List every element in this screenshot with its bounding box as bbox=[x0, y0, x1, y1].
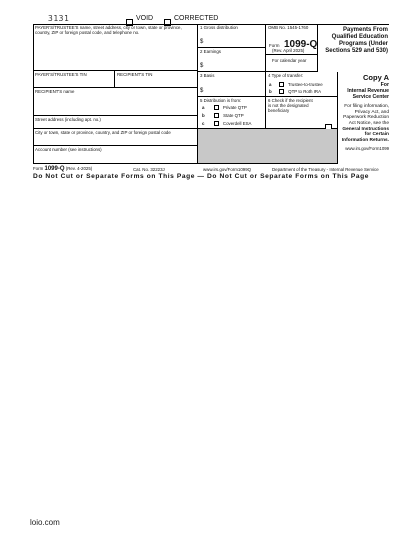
box5-c-checkbox[interactable] bbox=[214, 121, 219, 126]
box3-dollar: $ bbox=[200, 88, 204, 95]
box5-a-letter: a bbox=[202, 105, 205, 110]
omb-divider bbox=[266, 54, 318, 55]
payer-label: PAYER'S/TRUSTEE'S name, street address, city or town, state or province, country, ZIP or foreign postal code, and telephone no. bbox=[35, 25, 182, 36]
form-prefix: Form bbox=[269, 43, 280, 48]
form-rev: (Rev. April 2025) bbox=[272, 48, 305, 53]
brand-label: loio.com bbox=[30, 518, 60, 527]
shaded-area bbox=[198, 129, 338, 164]
omb-box bbox=[266, 24, 318, 72]
box5-b-label: State QTP bbox=[223, 113, 244, 118]
box4-type-of-transfer bbox=[266, 72, 338, 97]
recipient-tin-label: RECIPIENT'S TIN bbox=[117, 72, 153, 77]
account-label: Account number (see instructions) bbox=[35, 147, 102, 152]
box4-a-letter: a bbox=[269, 82, 272, 87]
box5-c-label: Coverdell ESA bbox=[222, 121, 252, 126]
box5-b-letter: b bbox=[202, 113, 205, 118]
box4-a-checkbox[interactable] bbox=[279, 82, 284, 87]
street-address-box[interactable] bbox=[33, 116, 198, 129]
recipient-name-label: RECIPIENT'S name bbox=[35, 89, 75, 94]
copy-general: General Instructions for Certain Information Returns. bbox=[341, 126, 389, 143]
void-label: VOID bbox=[136, 15, 154, 22]
payer-tin-box[interactable] bbox=[33, 71, 115, 88]
box4-a-label: Trustee-to-trustee bbox=[287, 82, 323, 87]
box5-a-checkbox[interactable] bbox=[214, 105, 219, 110]
footer-url: www.irs.gov/Form1099Q bbox=[203, 167, 252, 172]
footer-form-id bbox=[33, 166, 92, 173]
form-code: 3131 bbox=[48, 14, 70, 23]
city-label: City or town, state or province, country, and ZIP or foreign postal code bbox=[35, 130, 171, 135]
box3-basis[interactable] bbox=[198, 72, 266, 97]
omb-number: OMB No. 1545-1760 bbox=[268, 25, 309, 30]
box4-b-checkbox[interactable] bbox=[279, 89, 284, 94]
calendar-label: For calendar year bbox=[272, 58, 307, 63]
footer-dept: Department of the Treasury - Internal Revenue Service bbox=[272, 167, 379, 172]
recipient-tin-box[interactable] bbox=[115, 71, 198, 88]
box2-dollar: $ bbox=[200, 63, 204, 70]
box6-not-designated-beneficiary bbox=[266, 97, 338, 129]
copy-title: Copy A bbox=[363, 73, 389, 82]
box1-dollar: $ bbox=[200, 39, 204, 46]
footer-rev: (Rev. 4-2025) bbox=[65, 166, 93, 171]
box1-gross-distribution[interactable] bbox=[198, 24, 266, 48]
box5-distribution-from bbox=[198, 97, 266, 129]
city-box[interactable] bbox=[33, 129, 198, 146]
box5-a-label: Private QTP bbox=[222, 105, 247, 110]
box4-label: 4 Type of transfer: bbox=[268, 73, 304, 78]
box5-label: 5 Distribution is from: bbox=[200, 98, 242, 103]
account-number-box[interactable] bbox=[33, 146, 198, 164]
box1-label: 1 Gross distribution bbox=[200, 25, 238, 30]
box3-label: 3 Basis bbox=[200, 73, 215, 78]
copy-filing: For filing information, Privacy Act, and Paperwork Reduction Act Notice, see the bbox=[343, 103, 389, 126]
copy-url: www.irs.gov/Form1099 bbox=[345, 145, 389, 151]
footer-form-name: 1099-Q bbox=[44, 166, 65, 172]
payer-tin-label: PAYER'S/TRUSTEE'S TIN bbox=[35, 72, 87, 77]
box2-earnings[interactable] bbox=[198, 48, 266, 72]
footer-cat: Cat. No. 32223J bbox=[133, 167, 165, 172]
payer-box[interactable] bbox=[33, 24, 198, 71]
box5-b-checkbox[interactable] bbox=[214, 113, 219, 118]
box6-label: 6 Check if the recipient is not the designated beneficiary bbox=[268, 98, 313, 114]
box2-label: 2 Earnings bbox=[200, 49, 221, 54]
box4-b-letter: b bbox=[269, 89, 272, 94]
form-description-title: Payments From Qualified Education Programs (Under Sections 529 and 530) bbox=[325, 27, 388, 54]
copy-irs: Internal Revenue Service Center bbox=[347, 87, 389, 100]
recipient-name-box[interactable] bbox=[33, 88, 198, 116]
copy-a-panel bbox=[338, 72, 389, 164]
form-name: 1099-Q bbox=[283, 39, 318, 50]
copy-for: For bbox=[380, 82, 389, 88]
box4-b-label: QTP to Roth IRA bbox=[288, 89, 322, 94]
footer-form: Form bbox=[33, 166, 44, 171]
street-label: Street address (including apt. no.) bbox=[35, 117, 101, 122]
corrected-label: CORRECTED bbox=[174, 15, 219, 22]
box5-c-letter: c bbox=[202, 121, 205, 126]
cut-warning: Do Not Cut or Separate Forms on This Page — Do Not Cut or Separate Forms on This Page bbox=[33, 173, 370, 180]
